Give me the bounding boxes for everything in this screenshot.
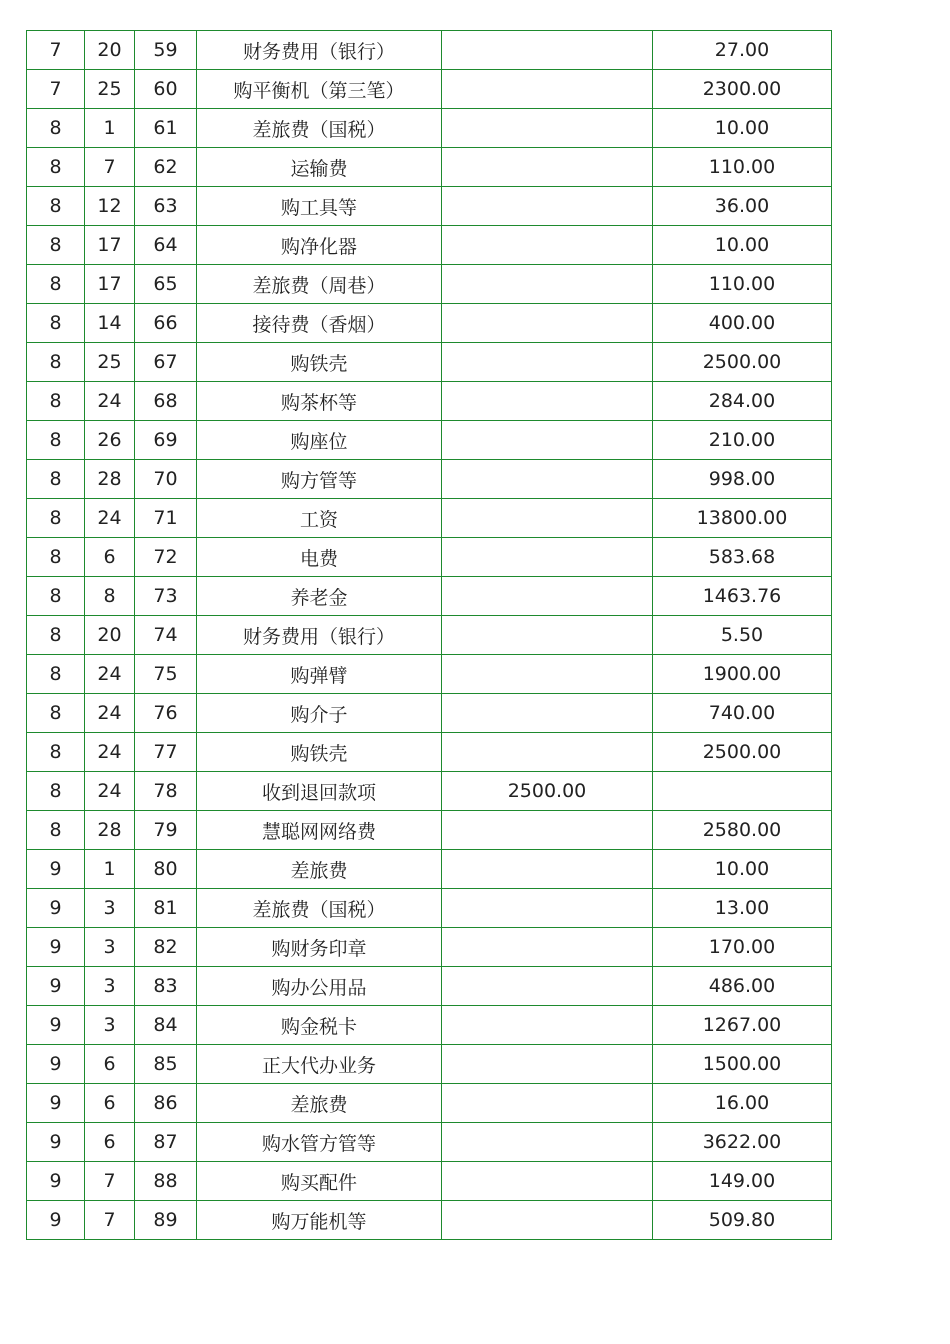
expense-cell: 2580.00	[653, 811, 832, 850]
summary-cell: 购介子	[197, 694, 442, 733]
income-cell	[442, 1201, 653, 1240]
voucher-number-cell: 86	[135, 1084, 197, 1123]
income-cell	[442, 421, 653, 460]
income-cell	[442, 499, 653, 538]
voucher-number-cell: 65	[135, 265, 197, 304]
table-row	[27, 577, 832, 616]
expense-cell: 10.00	[653, 109, 832, 148]
table-row	[27, 655, 832, 694]
income-cell	[442, 616, 653, 655]
table-row	[27, 382, 832, 421]
expense-cell: 16.00	[653, 1084, 832, 1123]
income-cell	[442, 694, 653, 733]
table-row	[27, 304, 832, 343]
month-cell: 8	[27, 694, 85, 733]
expense-cell: 2500.00	[653, 343, 832, 382]
summary-cell: 差旅费	[197, 850, 442, 889]
month-cell: 8	[27, 655, 85, 694]
day-cell: 28	[85, 460, 135, 499]
income-cell	[442, 928, 653, 967]
day-cell: 1	[85, 109, 135, 148]
month-cell: 8	[27, 265, 85, 304]
summary-cell: 购弹臂	[197, 655, 442, 694]
table-row	[27, 343, 832, 382]
expense-cell: 740.00	[653, 694, 832, 733]
expense-cell: 509.80	[653, 1201, 832, 1240]
month-cell: 9	[27, 928, 85, 967]
income-cell	[442, 733, 653, 772]
month-cell: 8	[27, 343, 85, 382]
income-cell	[442, 577, 653, 616]
table-row	[27, 733, 832, 772]
day-cell: 1	[85, 850, 135, 889]
summary-cell: 财务费用（银行）	[197, 616, 442, 655]
table-row	[27, 694, 832, 733]
income-cell: 2500.00	[442, 772, 653, 811]
income-cell	[442, 889, 653, 928]
income-cell	[442, 109, 653, 148]
summary-cell: 差旅费（国税）	[197, 109, 442, 148]
summary-cell: 购铁壳	[197, 343, 442, 382]
day-cell: 6	[85, 1045, 135, 1084]
voucher-number-cell: 84	[135, 1006, 197, 1045]
ledger-table	[26, 30, 832, 1240]
day-cell: 7	[85, 148, 135, 187]
expense-cell: 1500.00	[653, 1045, 832, 1084]
day-cell: 6	[85, 1123, 135, 1162]
voucher-number-cell: 81	[135, 889, 197, 928]
table-row	[27, 421, 832, 460]
day-cell: 17	[85, 226, 135, 265]
table-row	[27, 148, 832, 187]
voucher-number-cell: 79	[135, 811, 197, 850]
table-row	[27, 70, 832, 109]
day-cell: 25	[85, 343, 135, 382]
month-cell: 9	[27, 1123, 85, 1162]
expense-cell: 210.00	[653, 421, 832, 460]
voucher-number-cell: 59	[135, 31, 197, 70]
month-cell: 8	[27, 304, 85, 343]
expense-cell: 1463.76	[653, 577, 832, 616]
table-row	[27, 109, 832, 148]
day-cell: 17	[85, 265, 135, 304]
table-row	[27, 1201, 832, 1240]
summary-cell: 购万能机等	[197, 1201, 442, 1240]
table-row	[27, 226, 832, 265]
month-cell: 8	[27, 109, 85, 148]
month-cell: 7	[27, 31, 85, 70]
day-cell: 24	[85, 655, 135, 694]
income-cell	[442, 1045, 653, 1084]
expense-cell: 998.00	[653, 460, 832, 499]
month-cell: 7	[27, 70, 85, 109]
day-cell: 3	[85, 889, 135, 928]
day-cell: 24	[85, 772, 135, 811]
voucher-number-cell: 63	[135, 187, 197, 226]
month-cell: 9	[27, 1084, 85, 1123]
summary-cell: 运输费	[197, 148, 442, 187]
summary-cell: 购座位	[197, 421, 442, 460]
day-cell: 12	[85, 187, 135, 226]
income-cell	[442, 1123, 653, 1162]
expense-cell: 400.00	[653, 304, 832, 343]
month-cell: 8	[27, 460, 85, 499]
summary-cell: 购净化器	[197, 226, 442, 265]
month-cell: 8	[27, 616, 85, 655]
table-row	[27, 889, 832, 928]
table-row	[27, 1123, 832, 1162]
income-cell	[442, 226, 653, 265]
table-row	[27, 538, 832, 577]
day-cell: 8	[85, 577, 135, 616]
expense-cell: 110.00	[653, 148, 832, 187]
income-cell	[442, 1084, 653, 1123]
summary-cell: 差旅费	[197, 1084, 442, 1123]
expense-cell: 2500.00	[653, 733, 832, 772]
month-cell: 8	[27, 148, 85, 187]
day-cell: 28	[85, 811, 135, 850]
summary-cell: 差旅费（国税）	[197, 889, 442, 928]
table-row	[27, 1045, 832, 1084]
summary-cell: 差旅费（周巷）	[197, 265, 442, 304]
voucher-number-cell: 64	[135, 226, 197, 265]
income-cell	[442, 655, 653, 694]
month-cell: 8	[27, 187, 85, 226]
day-cell: 20	[85, 31, 135, 70]
expense-cell: 3622.00	[653, 1123, 832, 1162]
expense-cell: 486.00	[653, 967, 832, 1006]
month-cell: 9	[27, 1006, 85, 1045]
day-cell: 3	[85, 928, 135, 967]
month-cell: 8	[27, 421, 85, 460]
month-cell: 9	[27, 889, 85, 928]
expense-cell	[653, 772, 832, 811]
voucher-number-cell: 67	[135, 343, 197, 382]
voucher-number-cell: 61	[135, 109, 197, 148]
expense-cell: 13800.00	[653, 499, 832, 538]
day-cell: 24	[85, 499, 135, 538]
voucher-number-cell: 72	[135, 538, 197, 577]
table-row	[27, 967, 832, 1006]
month-cell: 8	[27, 577, 85, 616]
income-cell	[442, 265, 653, 304]
income-cell	[442, 1162, 653, 1201]
table-row	[27, 616, 832, 655]
summary-cell: 收到退回款项	[197, 772, 442, 811]
table-row	[27, 187, 832, 226]
income-cell	[442, 850, 653, 889]
day-cell: 6	[85, 1084, 135, 1123]
day-cell: 7	[85, 1201, 135, 1240]
summary-cell: 购办公用品	[197, 967, 442, 1006]
day-cell: 3	[85, 1006, 135, 1045]
voucher-number-cell: 70	[135, 460, 197, 499]
table-row	[27, 850, 832, 889]
month-cell: 9	[27, 1201, 85, 1240]
income-cell	[442, 343, 653, 382]
voucher-number-cell: 76	[135, 694, 197, 733]
day-cell: 24	[85, 694, 135, 733]
summary-cell: 购工具等	[197, 187, 442, 226]
expense-cell: 149.00	[653, 1162, 832, 1201]
voucher-number-cell: 87	[135, 1123, 197, 1162]
income-cell	[442, 967, 653, 1006]
day-cell: 6	[85, 538, 135, 577]
summary-cell: 购财务印章	[197, 928, 442, 967]
income-cell	[442, 70, 653, 109]
month-cell: 9	[27, 850, 85, 889]
income-cell	[442, 148, 653, 187]
summary-cell: 购茶杯等	[197, 382, 442, 421]
voucher-number-cell: 82	[135, 928, 197, 967]
month-cell: 8	[27, 382, 85, 421]
summary-cell: 购平衡机（第三笔）	[197, 70, 442, 109]
table-row	[27, 928, 832, 967]
summary-cell: 购买配件	[197, 1162, 442, 1201]
month-cell: 8	[27, 226, 85, 265]
table-row	[27, 499, 832, 538]
summary-cell: 接待费（香烟）	[197, 304, 442, 343]
income-cell	[442, 538, 653, 577]
summary-cell: 慧聪网网络费	[197, 811, 442, 850]
voucher-number-cell: 83	[135, 967, 197, 1006]
month-cell: 9	[27, 967, 85, 1006]
month-cell: 8	[27, 772, 85, 811]
day-cell: 24	[85, 382, 135, 421]
month-cell: 9	[27, 1162, 85, 1201]
table-row	[27, 265, 832, 304]
income-cell	[442, 382, 653, 421]
table-row	[27, 31, 832, 70]
ledger-body	[27, 31, 832, 1240]
voucher-number-cell: 74	[135, 616, 197, 655]
voucher-number-cell: 62	[135, 148, 197, 187]
expense-cell: 170.00	[653, 928, 832, 967]
table-row	[27, 811, 832, 850]
summary-cell: 购铁壳	[197, 733, 442, 772]
table-row	[27, 772, 832, 811]
table-row	[27, 1006, 832, 1045]
day-cell: 14	[85, 304, 135, 343]
income-cell	[442, 811, 653, 850]
month-cell: 8	[27, 499, 85, 538]
expense-cell: 110.00	[653, 265, 832, 304]
day-cell: 26	[85, 421, 135, 460]
expense-cell: 284.00	[653, 382, 832, 421]
day-cell: 3	[85, 967, 135, 1006]
day-cell: 24	[85, 733, 135, 772]
voucher-number-cell: 88	[135, 1162, 197, 1201]
expense-cell: 1267.00	[653, 1006, 832, 1045]
voucher-number-cell: 80	[135, 850, 197, 889]
voucher-number-cell: 77	[135, 733, 197, 772]
expense-cell: 2300.00	[653, 70, 832, 109]
voucher-number-cell: 71	[135, 499, 197, 538]
table-row	[27, 1084, 832, 1123]
day-cell: 25	[85, 70, 135, 109]
expense-cell: 1900.00	[653, 655, 832, 694]
summary-cell: 财务费用（银行）	[197, 31, 442, 70]
expense-cell: 36.00	[653, 187, 832, 226]
voucher-number-cell: 68	[135, 382, 197, 421]
voucher-number-cell: 89	[135, 1201, 197, 1240]
expense-cell: 27.00	[653, 31, 832, 70]
expense-cell: 13.00	[653, 889, 832, 928]
voucher-number-cell: 66	[135, 304, 197, 343]
voucher-number-cell: 85	[135, 1045, 197, 1084]
summary-cell: 养老金	[197, 577, 442, 616]
voucher-number-cell: 69	[135, 421, 197, 460]
voucher-number-cell: 75	[135, 655, 197, 694]
income-cell	[442, 31, 653, 70]
expense-cell: 5.50	[653, 616, 832, 655]
month-cell: 8	[27, 733, 85, 772]
month-cell: 8	[27, 538, 85, 577]
summary-cell: 电费	[197, 538, 442, 577]
summary-cell: 工资	[197, 499, 442, 538]
month-cell: 8	[27, 811, 85, 850]
expense-cell: 583.68	[653, 538, 832, 577]
summary-cell: 购水管方管等	[197, 1123, 442, 1162]
day-cell: 20	[85, 616, 135, 655]
summary-cell: 购方管等	[197, 460, 442, 499]
month-cell: 9	[27, 1045, 85, 1084]
summary-cell: 购金税卡	[197, 1006, 442, 1045]
voucher-number-cell: 73	[135, 577, 197, 616]
voucher-number-cell: 60	[135, 70, 197, 109]
voucher-number-cell: 78	[135, 772, 197, 811]
summary-cell: 正大代办业务	[197, 1045, 442, 1084]
income-cell	[442, 1006, 653, 1045]
day-cell: 7	[85, 1162, 135, 1201]
income-cell	[442, 187, 653, 226]
income-cell	[442, 304, 653, 343]
table-row	[27, 1162, 832, 1201]
expense-cell: 10.00	[653, 226, 832, 265]
table-row	[27, 460, 832, 499]
expense-cell: 10.00	[653, 850, 832, 889]
income-cell	[442, 460, 653, 499]
